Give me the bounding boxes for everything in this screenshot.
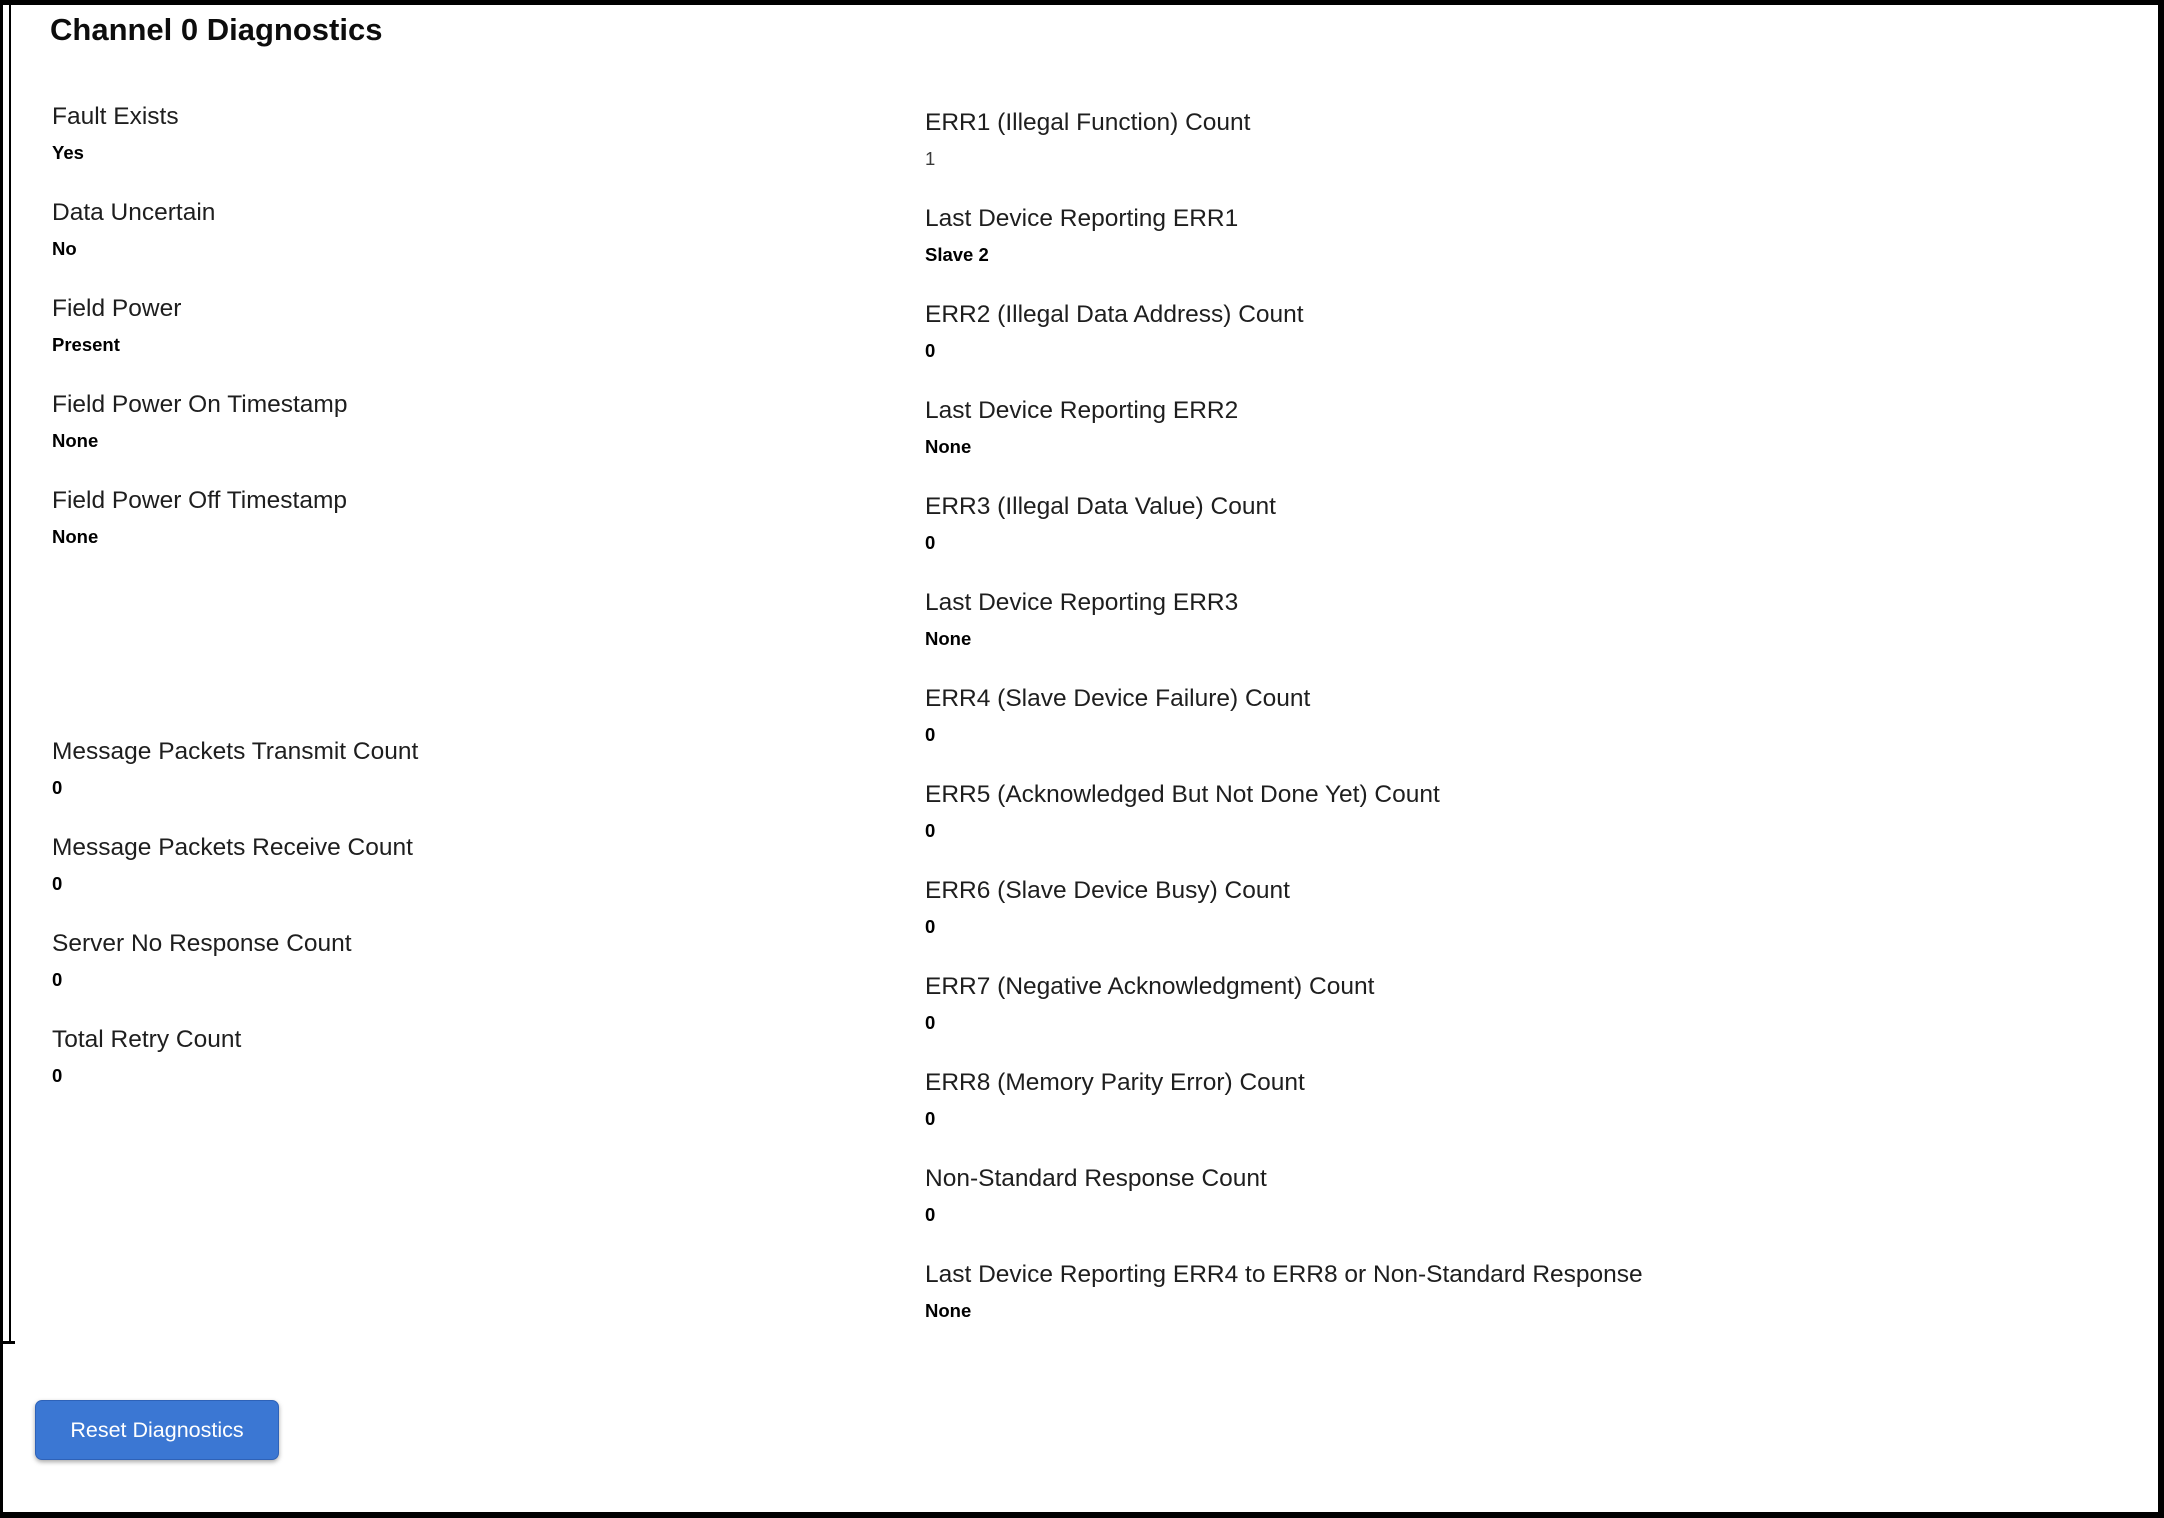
pane-border-end-tick bbox=[2, 1341, 15, 1344]
field-label: Field Power bbox=[52, 295, 182, 322]
field-value: None bbox=[925, 1300, 972, 1321]
field-label: Last Device Reporting ERR4 to ERR8 or Non-Standard Response bbox=[925, 1261, 1643, 1288]
field-label: Server No Response Count bbox=[52, 930, 352, 957]
field-last-device-reporting-err3 bbox=[925, 588, 2115, 684]
field-value: 0 bbox=[52, 777, 63, 798]
pane-left-border bbox=[9, 4, 11, 1344]
field-err5-count bbox=[925, 780, 2115, 876]
field-value: No bbox=[52, 238, 77, 259]
field-err3-count bbox=[925, 492, 2115, 588]
field-label: ERR4 (Slave Device Failure) Count bbox=[925, 685, 1311, 712]
field-label: Message Packets Receive Count bbox=[52, 834, 413, 861]
field-value: 0 bbox=[925, 724, 936, 745]
field-err4-count bbox=[925, 684, 2115, 780]
field-value: 0 bbox=[925, 1012, 936, 1033]
field-label: Fault Exists bbox=[52, 103, 179, 130]
field-value: 0 bbox=[925, 820, 936, 841]
field-last-device-reporting-err4-to-err8 bbox=[925, 1260, 2115, 1356]
field-value: 0 bbox=[925, 340, 936, 361]
field-fault-exists bbox=[52, 102, 882, 198]
field-err7-count bbox=[925, 972, 2115, 1068]
field-label: ERR7 (Negative Acknowledgment) Count bbox=[925, 973, 1375, 1000]
field-label: Total Retry Count bbox=[52, 1026, 242, 1053]
field-value: 0 bbox=[52, 873, 63, 894]
field-value: 0 bbox=[52, 1065, 63, 1086]
field-field-power bbox=[52, 294, 882, 390]
field-label: Field Power Off Timestamp bbox=[52, 487, 348, 514]
field-value: Present bbox=[52, 334, 120, 355]
left-column-spacer bbox=[52, 582, 882, 737]
field-total-retry-count bbox=[52, 1025, 882, 1121]
field-err6-count bbox=[925, 876, 2115, 972]
field-data-uncertain bbox=[52, 198, 882, 294]
field-value: Slave 2 bbox=[925, 244, 989, 265]
field-message-packets-receive-count bbox=[52, 833, 882, 929]
field-label: Data Uncertain bbox=[52, 199, 216, 226]
field-label: Last Device Reporting ERR3 bbox=[925, 589, 1239, 616]
field-err2-count bbox=[925, 300, 2115, 396]
reset-diagnostics-button[interactable]: Reset Diagnostics bbox=[35, 1400, 279, 1460]
field-value: 1 bbox=[925, 148, 936, 169]
field-value: None bbox=[925, 436, 972, 457]
page-title: Channel 0 Diagnostics bbox=[50, 12, 383, 47]
field-field-power-off-timestamp bbox=[52, 486, 882, 582]
field-message-packets-transmit-count bbox=[52, 737, 882, 833]
field-server-no-response-count bbox=[52, 929, 882, 1025]
field-label: Non-Standard Response Count bbox=[925, 1165, 1267, 1192]
field-value: Yes bbox=[52, 142, 84, 163]
field-label: ERR5 (Acknowledged But Not Done Yet) Count bbox=[925, 781, 1440, 808]
field-value: 0 bbox=[925, 1204, 936, 1225]
field-value: None bbox=[52, 526, 99, 547]
field-value: 0 bbox=[925, 1108, 936, 1129]
field-label: Message Packets Transmit Count bbox=[52, 738, 419, 765]
field-last-device-reporting-err1 bbox=[925, 204, 2115, 300]
field-label: Field Power On Timestamp bbox=[52, 391, 348, 418]
field-label: ERR2 (Illegal Data Address) Count bbox=[925, 301, 1304, 328]
field-non-standard-response-count bbox=[925, 1164, 2115, 1260]
field-value: None bbox=[52, 430, 99, 451]
field-err8-count bbox=[925, 1068, 2115, 1164]
field-label: Last Device Reporting ERR1 bbox=[925, 205, 1239, 232]
field-label: ERR8 (Memory Parity Error) Count bbox=[925, 1069, 1305, 1096]
field-err1-count bbox=[925, 108, 2115, 204]
diagnostics-left-column bbox=[52, 102, 882, 1121]
field-label: ERR3 (Illegal Data Value) Count bbox=[925, 493, 1276, 520]
field-value: 0 bbox=[925, 916, 936, 937]
field-field-power-on-timestamp bbox=[52, 390, 882, 486]
field-label: Last Device Reporting ERR2 bbox=[925, 397, 1239, 424]
field-value: None bbox=[925, 628, 972, 649]
field-value: 0 bbox=[925, 532, 936, 553]
diagnostics-right-column bbox=[925, 108, 2115, 1356]
field-last-device-reporting-err2 bbox=[925, 396, 2115, 492]
field-label: ERR6 (Slave Device Busy) Count bbox=[925, 877, 1290, 904]
field-value: 0 bbox=[52, 969, 63, 990]
field-label: ERR1 (Illegal Function) Count bbox=[925, 109, 1251, 136]
